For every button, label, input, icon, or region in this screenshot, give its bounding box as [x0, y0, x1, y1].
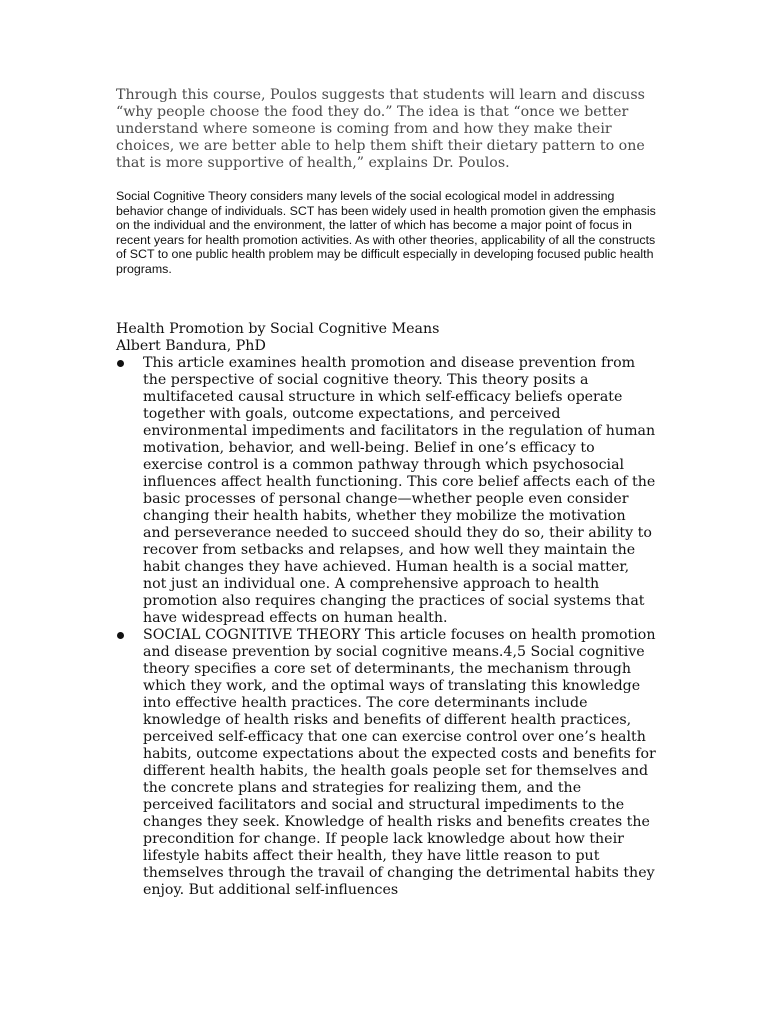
- bullet-item-abstract: [116, 355, 656, 627]
- quote-paragraph: Through this course, Poulos suggests that students will learn and discuss “why people choose the food they do.” The idea is that “once we better understand where someone is coming from and how they make their choices, we are better able to help them shift their dietary pattern to one that is more supportive of health,” explains Dr. Poulos.: [116, 87, 645, 171]
- article-author: Albert Bandura, PhD: [116, 338, 266, 354]
- bullet-item-social-cognitive-theory: [116, 627, 656, 899]
- bullet-dot-icon: [117, 632, 124, 639]
- bullet-dot-icon: [117, 360, 124, 367]
- bullet-text: SOCIAL COGNITIVE THEORY This article focuses on health promotion and disease prevention by social cognitive means.4,5 Social cognitive theory specifies a core set of determinants, the mechanism through which they work, and the optimal ways of translating this knowledge into effective health practices. The core determinants include knowledge of health risks and benefits of different health practices, perceived self-efficacy that one can exercise control over one’s health habits, outcome expectations about the expected costs and benefits for different health habits, the health goals people set for themselves and the concrete plans and strategies for realizing them, and the perceived facilitators and social and structural impediments to the changes they seek. Knowledge of health risks and benefits creates the precondition for change. If people lack knowledge about how their lifestyle habits affect their health, they have little reason to put themselves through the travail of changing the detrimental habits they enjoy. But additional self-influences: [143, 627, 656, 898]
- bullet-list: [116, 355, 656, 899]
- sct-paragraph: Social Cognitive Theory considers many levels of the social ecological model in addressing behavior change of individuals. SCT has been widely used in health promotion given the emphasis on the individual and the environment, the latter of which has become a major point of focus in recent years for health promotion activities. As with other theories, applicability of all the constructs of SCT to one public health problem may be difficult especially in developing focused public health programs.: [116, 189, 656, 276]
- bullet-text: This article examines health promotion and disease prevention from the perspective of social cognitive theory. This theory posits a multifaceted causal structure in which self-efficacy beliefs operate together with goals, outcome expectations, and perceived environmental impediments and facilitators in the regulation of human motivation, behavior, and well-being. Belief in one’s efficacy to exercise control is a common pathway through which psychosocial influences affect health functioning. This core belief affects each of the basic processes of personal change—whether people even consider changing their health habits, whether they mobilize the motivation and perseverance needed to succeed should they do so, their ability to recover from setbacks and relapses, and how well they maintain the habit changes they have achieved. Human health is a social matter, not just an individual one. A comprehensive approach to health promotion also requires changing the practices of social systems that have widespread effects on human health.: [143, 355, 656, 626]
- article-title: Health Promotion by Social Cognitive Means: [116, 321, 440, 337]
